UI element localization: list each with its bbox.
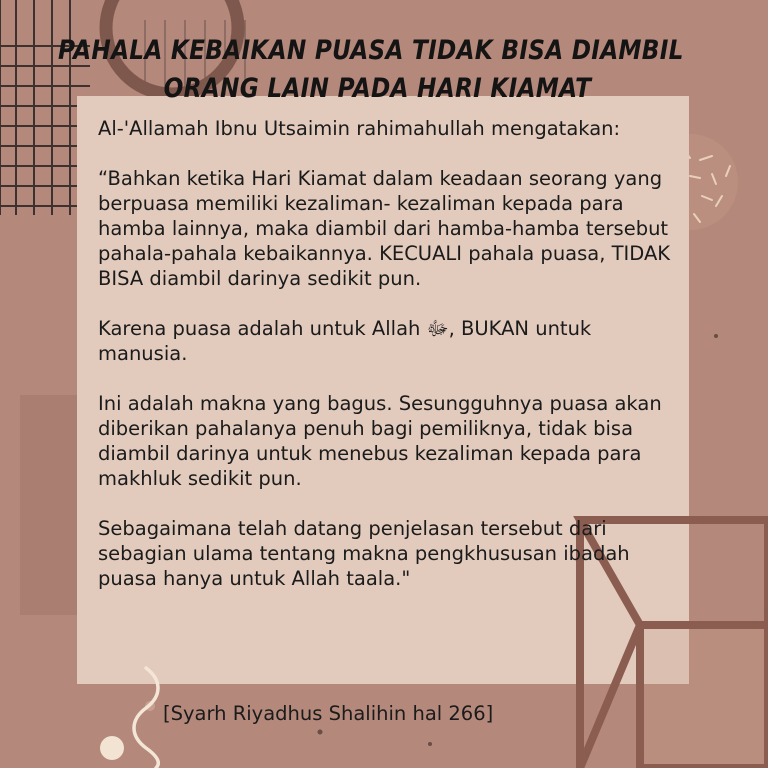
squiggle-line — [134, 668, 158, 768]
title-line-1: PAHALA KEBAIKAN PUASA TIDAK BISA DIAMBIL — [58, 35, 684, 67]
quote-paragraph-4: Sebagaimana telah datang penjelasan tersebut dari sebagian ulama tentang makna pengkhususan ibadah puasa hanya untuk Allah taala." — [98, 517, 630, 590]
quote-paragraph-2: Karena puasa adalah untuk Allah ﷻ, BUKAN untuk manusia. — [98, 317, 592, 365]
title-line-2: ORANG LAIN PADA HARI KIAMAT — [163, 73, 592, 105]
quote-paragraph-3: Ini adalah makna yang bagus. Sesungguhnya puasa akan diberikan pahalanya penuh bagi pemiliknya, tidak bisa diambil darinya untuk menebus kezaliman kepada para makhluk sedikit pun. — [98, 392, 662, 490]
page-title — [58, 32, 684, 108]
source-citation: [Syarh Riyadhus Shalihin hal 266] — [163, 702, 494, 725]
quote-paragraph-1: “Bahkan ketika Hari Kiamat dalam keadaan seorang yang berpuasa memiliki kezaliman- kezaliman kepada para hamba lainnya, maka diambil dari hamba-hamba tersebut pahala-pahala kebaikannya. KECUALI pahala puasa, TIDAK BISA diambil darinya sedikit pun. — [98, 167, 671, 290]
quote-body — [98, 116, 678, 591]
quote-intro: Al-'Allamah Ibnu Utsaimin rahimahullah mengatakan: — [98, 117, 621, 140]
